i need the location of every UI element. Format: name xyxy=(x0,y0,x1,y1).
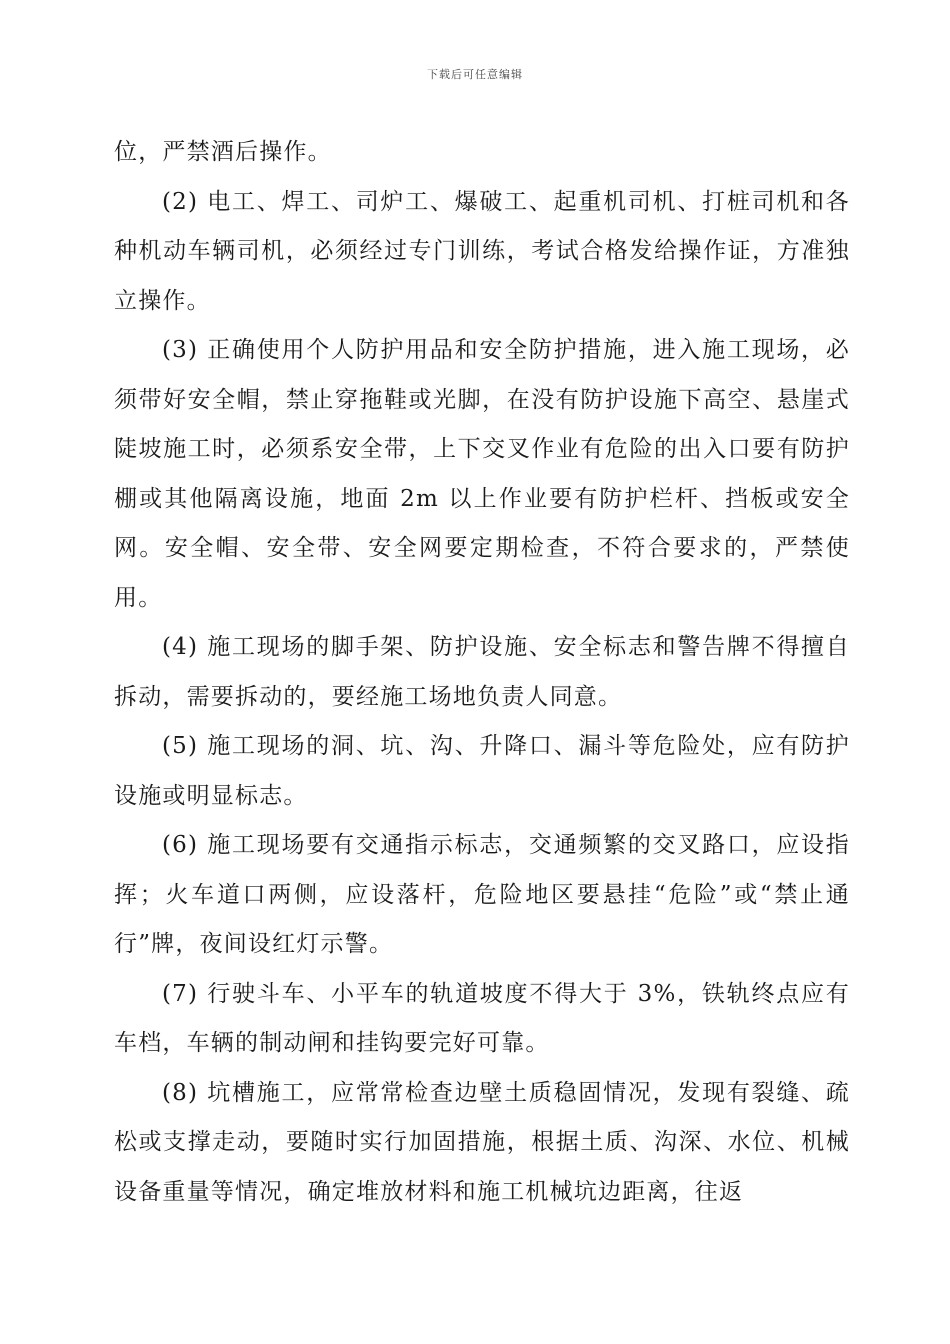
paragraph-item-4: (4) 施工现场的脚手架、防护设施、安全标志和警告牌不得擅自拆动，需要拆动的，要经施工场地负责人同意。 xyxy=(114,634,850,710)
paragraph-item-5: (5) 施工现场的洞、坑、沟、升降口、漏斗等危险处，应有防护设施或明显标志。 xyxy=(114,733,850,809)
paragraph-item-6: (6) 施工现场要有交通指示标志，交通频繁的交叉路口，应设指挥；火车道口两侧，应设落杆，危险地区要悬挂“危险”或“禁止通行”牌，夜间设红灯示警。 xyxy=(114,832,850,957)
paragraph-item-2: (2) 电工、焊工、司炉工、爆破工、起重机司机、打桩司机和各种机动车辆司机，必须经过专门训练，考试合格发给操作证，方准独立操作。 xyxy=(114,188,850,314)
paragraph-item-3: (3) 正确使用个人防护用品和安全防护措施，进入施工现场，必须带好安全帽，禁止穿拖鞋或光脚，在没有防护设施下高空、悬崖式陡坡施工时，必须系安全带，上下交叉作业有危险的出入口要有防护棚或其他隔离设施，地面 2m 以上作业要有防护栏杆、挡板或安全网。安全帽、安全带、安全网要定期检查，不符合要求的，严禁使用。 xyxy=(114,337,850,611)
header-note: 下载后可任意编辑 xyxy=(427,68,523,81)
document-body xyxy=(114,128,850,1217)
paragraph-item-7: (7) 行驶斗车、小平车的轨道坡度不得大于 3%，铁轨终点应有车档，车辆的制动闸和挂钩要完好可靠。 xyxy=(114,980,850,1056)
paragraph-item-8: (8) 坑槽施工，应常常检查边壁土质稳固情况，发现有裂缝、疏松或支撑走动，要随时实行加固措施，根据土质、沟深、水位、机械设备重量等情况，确定堆放材料和施工机械坑边距离，往返 xyxy=(114,1079,850,1205)
paragraph-continuation: 位，严禁酒后操作。 xyxy=(114,139,332,165)
